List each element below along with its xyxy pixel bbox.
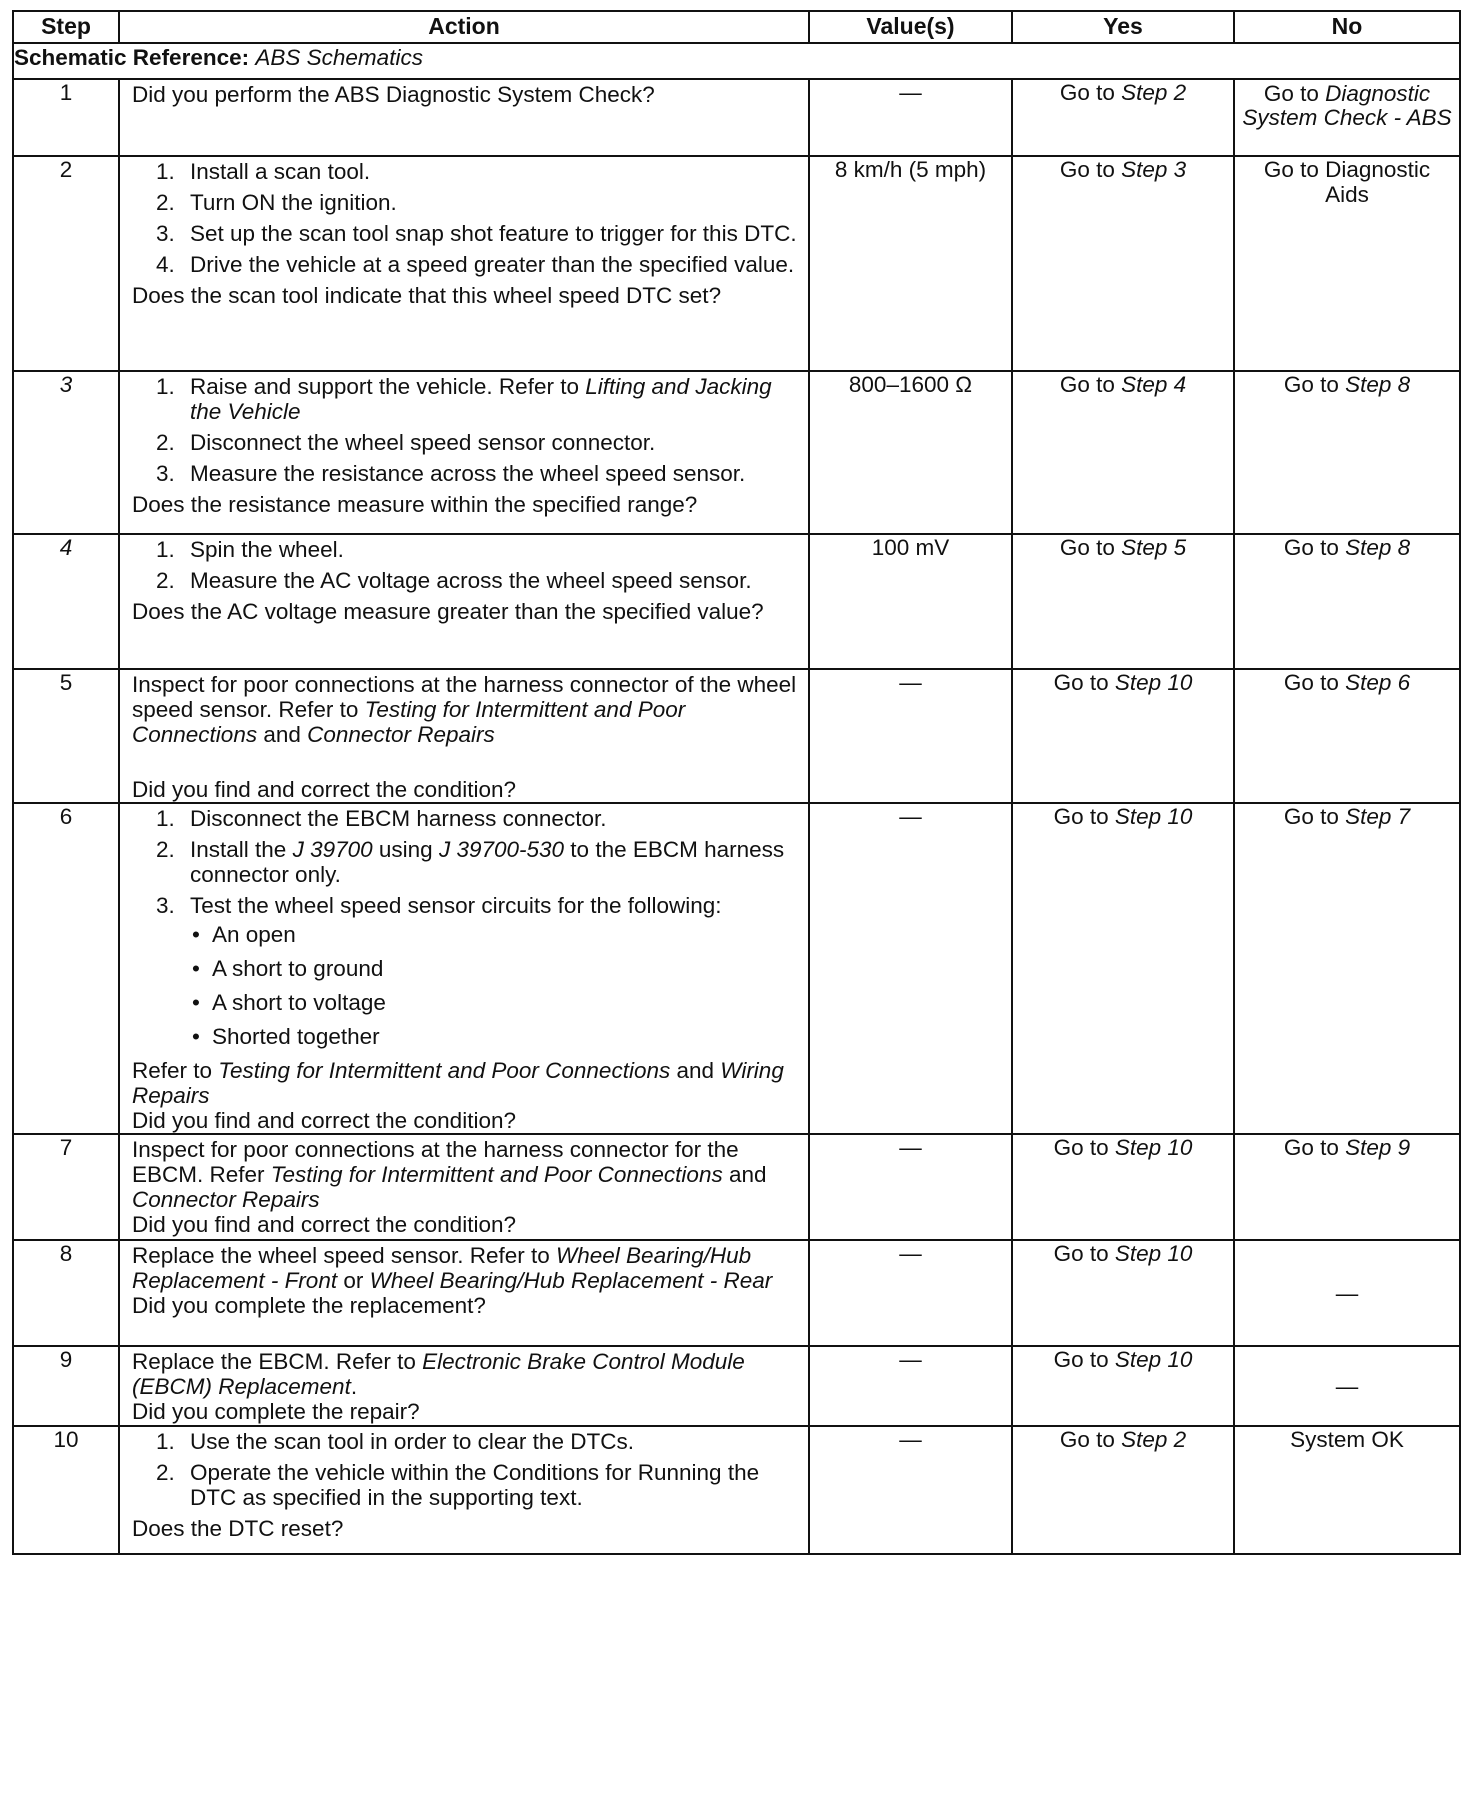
value-cell: — [809, 1240, 1012, 1346]
no-cell: Go to Step 8 [1234, 371, 1460, 534]
list-item: 2. Install the J 39700 using J 39700-530 to the EBCM harness connector only. [156, 837, 785, 887]
yes-cell: Go to Step 10 [1012, 1240, 1234, 1346]
step-number: 8 [13, 1240, 119, 1346]
action-list [132, 374, 798, 486]
step-number: 3 [13, 371, 119, 534]
table-row [13, 156, 1460, 371]
action-question: Does the DTC reset? [132, 1516, 344, 1541]
table-row [13, 1426, 1460, 1554]
action-question: Does the scan tool indicate that this wheel speed DTC set? [132, 283, 722, 308]
doc-link[interactable]: Testing for Intermittent and Poor Connections [270, 1162, 723, 1187]
step-number: 5 [13, 669, 119, 803]
yes-cell: Go to Step 4 [1012, 371, 1234, 534]
doc-link[interactable]: Testing for Intermittent and Poor Connections [218, 1058, 671, 1083]
schematic-reference [13, 43, 1460, 79]
no-cell: Go to Step 6 [1234, 669, 1460, 803]
bullet-item: • A short to voltage [192, 990, 386, 1015]
list-item: 2. Turn ON the ignition. [156, 190, 397, 215]
schematic-row [13, 43, 1460, 79]
doc-link[interactable]: Connector Repairs [307, 722, 495, 747]
action-cell [119, 669, 809, 803]
header-no: No [1234, 11, 1460, 43]
list-item: 2. Operate the vehicle within the Conditions for Running the DTC as specified in the supporting text. [156, 1460, 760, 1510]
yes-cell: Go to Step 2 [1012, 1426, 1234, 1554]
value-cell: 100 mV [809, 534, 1012, 669]
doc-link[interactable]: Wheel Bearing/Hub Replacement - Rear [369, 1268, 773, 1293]
yes-link[interactable]: Step 5 [1121, 535, 1187, 560]
step-number: 4 [13, 534, 119, 669]
list-item: 2. Disconnect the wheel speed sensor connector. [156, 430, 656, 455]
action-list [132, 1429, 798, 1510]
action-text: Did you perform the ABS Diagnostic System Check? [132, 82, 655, 107]
yes-cell: Go to Step 10 [1012, 669, 1234, 803]
value-cell: — [809, 1346, 1012, 1426]
list-item: 1. Disconnect the EBCM harness connector. [156, 806, 607, 831]
no-cell: Go to Step 7 [1234, 803, 1460, 1134]
action-question: Did you find and correct the condition? [132, 1108, 516, 1133]
header-step: Step [13, 11, 119, 43]
action-question: Did you complete the replacement? [132, 1293, 486, 1318]
table-row [13, 669, 1460, 803]
action-cell [119, 803, 809, 1134]
tool-link[interactable]: J 39700-530 [438, 837, 565, 862]
action-cell [119, 1426, 809, 1554]
action-text: Inspect for poor connections at the harness connector of the wheel speed sensor. Refer to Testing for Intermittent and Poor Connections and Connector Repairs [132, 672, 797, 747]
no-link[interactable]: Step 6 [1345, 670, 1411, 695]
bullet-item: • An open [192, 922, 296, 947]
table-row [13, 1346, 1460, 1426]
value-cell: — [809, 1426, 1012, 1554]
action-question: Does the resistance measure within the specified range? [132, 492, 698, 517]
yes-cell: Go to Step 3 [1012, 156, 1234, 371]
schematic-label: Schematic Reference: [14, 45, 250, 70]
doc-link[interactable]: Wheel Bearing/Hub Replacement - Front [132, 1243, 752, 1293]
action-question: Did you find and correct the condition? [132, 777, 516, 802]
value-cell: — [809, 79, 1012, 156]
no-cell [1234, 156, 1460, 371]
diagnostic-table [12, 10, 1461, 1555]
action-cell [119, 371, 809, 534]
no-link[interactable]: Step 7 [1345, 804, 1411, 829]
yes-cell: Go to Step 5 [1012, 534, 1234, 669]
list-item: 3. Test the wheel speed sensor circuits for the following: [156, 893, 722, 918]
no-link[interactable]: Step 9 [1345, 1135, 1411, 1160]
bullet-item: • Shorted together [192, 1024, 380, 1049]
tool-link[interactable]: J 39700 [292, 837, 373, 862]
value-cell: — [809, 669, 1012, 803]
list-item: 1. Install a scan tool. [156, 159, 371, 184]
doc-link[interactable]: Connector Repairs [132, 1187, 320, 1212]
step-number: 2 [13, 156, 119, 371]
no-cell: Go to Diagnostic System Check - ABS [1234, 79, 1460, 156]
yes-link[interactable]: Step 10 [1114, 670, 1193, 695]
action-cell [119, 534, 809, 669]
action-question: Did you find and correct the condition? [132, 1212, 516, 1237]
table-row [13, 79, 1460, 156]
bullet-item: • A short to ground [192, 956, 384, 981]
doc-link[interactable]: Testing for Intermittent and Poor Connections [132, 697, 686, 747]
value-cell: 800–1600 Ω [809, 371, 1012, 534]
value-cell: — [809, 803, 1012, 1134]
action-question: Did you complete the repair? [132, 1399, 420, 1424]
table-row [13, 534, 1460, 669]
no-cell: Go to Step 8 [1234, 534, 1460, 669]
yes-cell: Go to Step 2 [1012, 79, 1234, 156]
list-item: 2. Measure the AC voltage across the wheel speed sensor. [156, 568, 752, 593]
no-cell: — [1234, 1240, 1460, 1346]
action-question: Does the AC voltage measure greater than the specified value? [132, 599, 764, 624]
yes-cell: Go to Step 10 [1012, 803, 1234, 1134]
doc-link[interactable]: Wiring Repairs [132, 1058, 784, 1108]
action-text: Inspect for poor connections at the harness connector for the EBCM. Refer Testing for Intermittent and Poor Connections and Connector Repairs [132, 1137, 767, 1212]
doc-link[interactable]: Lifting and Jacking the Vehicle [190, 374, 772, 424]
action-cell [119, 1240, 809, 1346]
no-cell: System OK [1234, 1426, 1460, 1554]
list-item: 4. Drive the vehicle at a speed greater than the specified value. [156, 252, 795, 277]
yes-cell: Go to Step 10 [1012, 1346, 1234, 1426]
yes-cell: Go to Step 10 [1012, 1134, 1234, 1240]
step-number: 10 [13, 1426, 119, 1554]
action-cell [119, 1134, 809, 1240]
table-row [13, 1134, 1460, 1240]
doc-link[interactable]: Electronic Brake Control Module (EBCM) Replacement [132, 1349, 745, 1399]
step-number: 1 [13, 79, 119, 156]
list-item: 3. Set up the scan tool snap shot feature to trigger for this DTC. [156, 221, 797, 246]
yes-link[interactable]: Step 10 [1114, 1347, 1193, 1372]
no-cell: — [1234, 1346, 1460, 1426]
step-number: 6 [13, 803, 119, 1134]
yes-link[interactable]: Step 10 [1114, 1241, 1193, 1266]
action-cell [119, 1346, 809, 1426]
no-cell: Go to Step 9 [1234, 1134, 1460, 1240]
bullet-list [132, 922, 798, 1049]
yes-link[interactable]: Step 2 [1121, 80, 1187, 105]
list-item: 1. Use the scan tool in order to clear the DTCs. [156, 1429, 634, 1454]
list-item: 3. Measure the resistance across the wheel speed sensor. [156, 461, 746, 486]
no-link[interactable]: Step 8 [1345, 535, 1411, 560]
no-link[interactable]: Step 8 [1345, 372, 1411, 397]
action-cell [119, 79, 809, 156]
value-cell: — [809, 1134, 1012, 1240]
yes-link[interactable]: Step 2 [1121, 1427, 1187, 1452]
step-number: 9 [13, 1346, 119, 1426]
action-reference: Refer to Testing for Intermittent and Poor Connections and Wiring Repairs [132, 1058, 784, 1108]
action-list [132, 806, 798, 918]
header-row [13, 11, 1460, 43]
table-row [13, 803, 1460, 1134]
header-yes: Yes [1012, 11, 1234, 43]
yes-link[interactable]: Step 10 [1114, 1135, 1193, 1160]
yes-link[interactable]: Step 10 [1114, 804, 1193, 829]
header-action: Action [119, 11, 809, 43]
action-list [132, 537, 798, 593]
table-row [13, 371, 1460, 534]
schematic-link[interactable]: ABS Schematics [255, 45, 423, 70]
table-row [13, 1240, 1460, 1346]
step-number: 7 [13, 1134, 119, 1240]
no-link[interactable]: Go to Diagnostic Aids [1263, 157, 1431, 207]
yes-link[interactable]: Step 4 [1121, 372, 1187, 397]
list-item: 1. Spin the wheel. [156, 537, 344, 562]
value-cell: 8 km/h (5 mph) [809, 156, 1012, 371]
list-item: 1. Raise and support the vehicle. Refer to Lifting and Jacking the Vehicle [156, 374, 772, 424]
action-text: Replace the wheel speed sensor. Refer to Wheel Bearing/Hub Replacement - Front or Wheel Bearing/Hub Replacement - Rear [132, 1243, 773, 1293]
no-link[interactable]: Diagnostic System Check - ABS [1242, 81, 1452, 130]
action-text: Replace the EBCM. Refer to Electronic Brake Control Module (EBCM) Replacement. [132, 1349, 745, 1399]
action-list [132, 159, 798, 277]
header-values: Value(s) [809, 11, 1012, 43]
action-cell [119, 156, 809, 371]
yes-link[interactable]: Step 3 [1121, 157, 1187, 182]
